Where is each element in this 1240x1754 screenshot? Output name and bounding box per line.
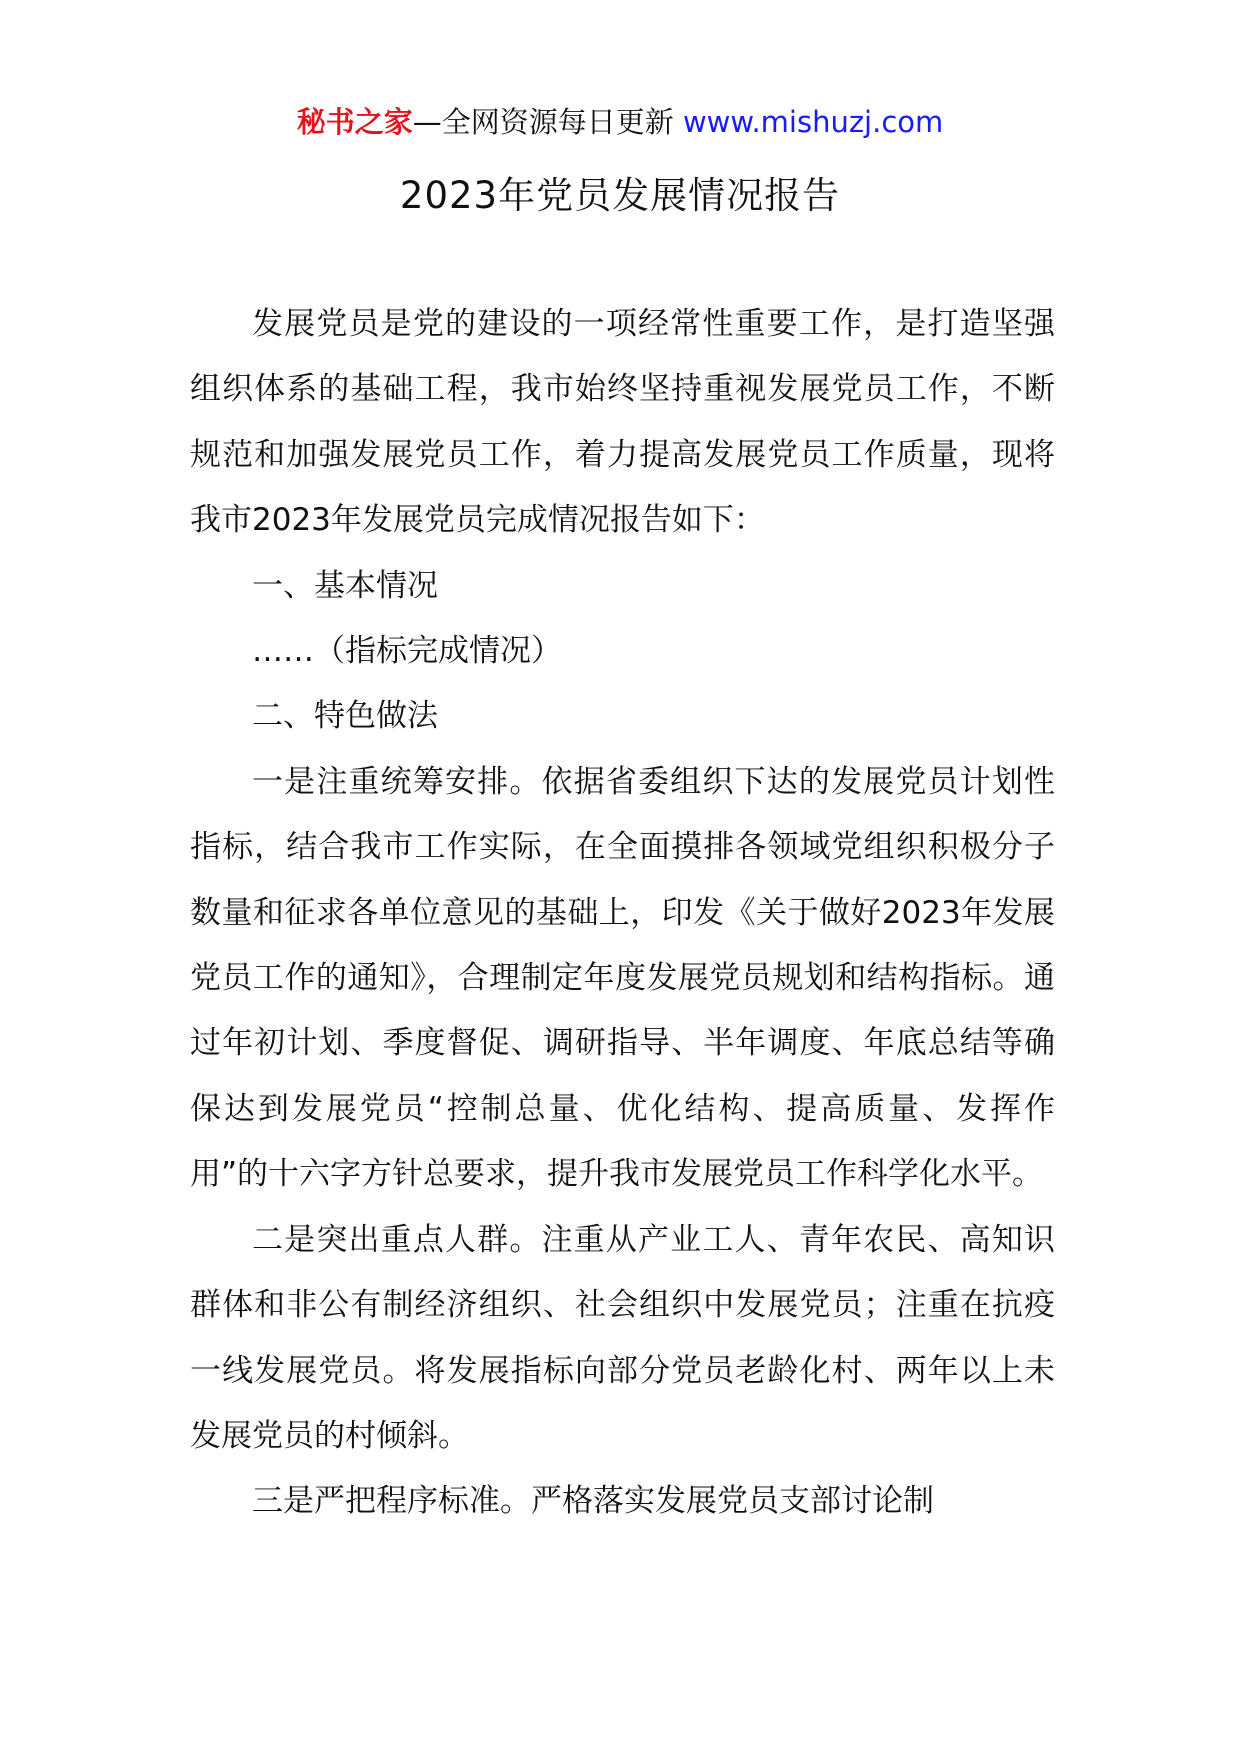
site-url-link[interactable]: www.mishuzj.com: [682, 105, 944, 139]
brand-name: 秘书之家: [296, 105, 413, 139]
document-body: [190, 292, 1055, 1535]
section-heading-features: 二、特色做法: [252, 698, 438, 735]
body-paragraph: 一是注重统筹安排。依据省委组织下达的发展党员计划性指标，结合我市工作实际，在全面摸排各领域党组织积极分子数量和征求各单位意见的基础上，印发《关于做好2023年发展党员工作的通知》，合理制定年度发展党员规划和结构指标。通过年初计划、季度督促、调研指导、半年调度、年底总结等确保达到发展党员“控制总量、优化结构、提高质量、发挥作用”的十六字方针总要求，提升我市发展党员工作科学化水平。: [190, 763, 1055, 1193]
site-header: [0, 100, 1240, 144]
body-paragraph: 三是严把程序标准。严格落实发展党员支部讨论制: [252, 1483, 934, 1520]
placeholder-paragraph: ……（指标完成情况）: [252, 633, 562, 670]
document-title: 2023年党员发展情况报告: [399, 174, 841, 217]
intro-paragraph: 发展党员是党的建设的一项经常性重要工作，是打造坚强组织体系的基础工程，我市始终坚持重视发展党员工作，不断规范和加强发展党员工作，着力提高发展党员工作质量，现将我市2023年发展党员完成情况报告如下：: [190, 306, 1055, 539]
body-paragraph: 二是突出重点人群。注重从产业工人、青年农民、高知识群体和非公有制经济组织、社会组织中发展党员；注重在抗疫一线发展党员。将发展指标向部分党员老龄化村、两年以上未发展党员的村倾斜。: [190, 1221, 1055, 1454]
section-heading-basic: 一、基本情况: [252, 567, 438, 604]
header-slogan: —全网资源每日更新: [412, 105, 674, 139]
